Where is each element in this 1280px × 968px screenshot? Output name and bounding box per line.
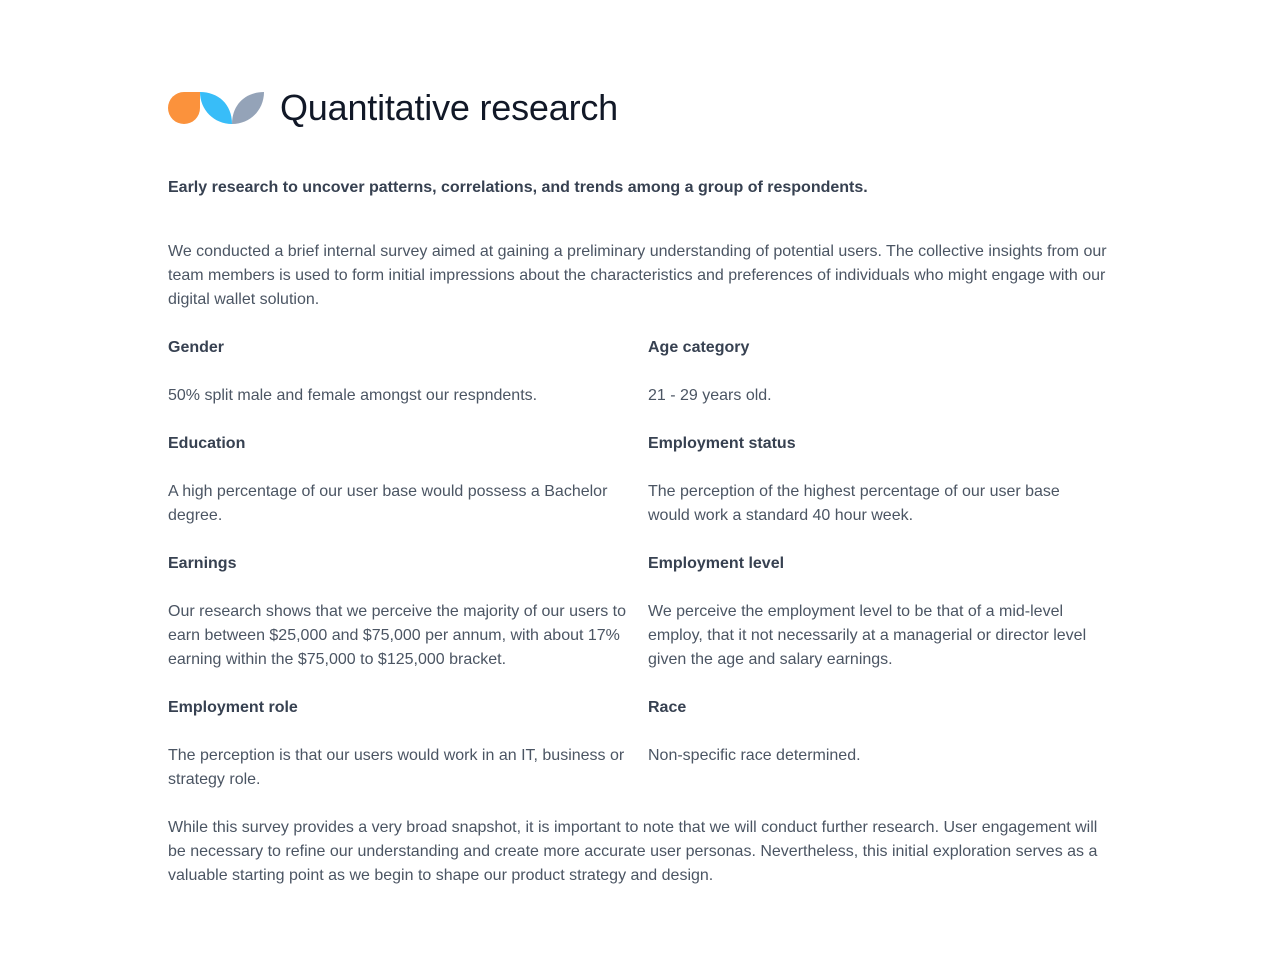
document-page <box>168 0 1112 888</box>
fact-label: Race <box>648 699 687 716</box>
fact-employment-status <box>648 432 1112 552</box>
fact-employment-level <box>648 552 1112 696</box>
fact-text: 50% split male and female amongst our respndents. <box>168 387 538 404</box>
fact-race <box>648 696 1112 816</box>
fact-label: Earnings <box>168 555 237 572</box>
fact-label: Employment level <box>648 555 785 572</box>
fact-label: Gender <box>168 339 225 356</box>
petal-logo-icon <box>168 88 264 128</box>
fact-text: A high percentage of our user base would possess a Bachelor degree. <box>168 483 608 524</box>
fact-employment-role <box>168 696 648 816</box>
fact-text: The perception of the highest percentage of our user base would work a standard 40 hour week. <box>648 483 1060 524</box>
outro-paragraph: While this survey provides a very broad snapshot, it is important to note that we will conduct further research. User engagement will be necessary to refine our understanding and create more accurate user personas. Nevertheless, this initial exploration serves as a valuable starting point as we begin to shape our product strategy and design. <box>168 819 1098 884</box>
fact-text: The perception is that our users would work in an IT, business or strategy role. <box>168 747 625 788</box>
logo-orange-petal <box>168 92 200 124</box>
fact-label: Education <box>168 435 246 452</box>
page-header <box>168 88 1112 128</box>
fact-age-category <box>648 336 1112 432</box>
fact-label: Employment status <box>648 435 796 452</box>
intro-paragraph: We conducted a brief internal survey aimed at gaining a preliminary understanding of potential users. The collective insights from our team members is used to form initial impressions about the characteristics and preferences of individuals who might engage with our digital wallet solution. <box>168 243 1107 308</box>
fact-text: Our research shows that we perceive the majority of our users to earn between $25,000 and $75,000 per annum, with about 17% earning within the $75,000 to $125,000 bracket. <box>168 603 626 668</box>
fact-text: 21 - 29 years old. <box>648 387 772 404</box>
fact-label: Age category <box>648 339 750 356</box>
fact-text: Non-specific race determined. <box>648 747 861 764</box>
fact-label: Employment role <box>168 699 298 716</box>
fact-gender <box>168 336 648 432</box>
logo-blue-petal <box>200 92 232 124</box>
page-title: Quantitative research <box>280 87 618 128</box>
fact-education <box>168 432 648 552</box>
page-subtitle: Early research to uncover patterns, correlations, and trends among a group of respondents. <box>168 179 868 196</box>
facts-grid <box>168 336 1112 816</box>
fact-earnings <box>168 552 648 696</box>
fact-text: We perceive the employment level to be that of a mid-level employ, that it not necessarily at a managerial or director level given the age and salary earnings. <box>648 603 1087 668</box>
logo-grey-petal <box>232 92 264 124</box>
